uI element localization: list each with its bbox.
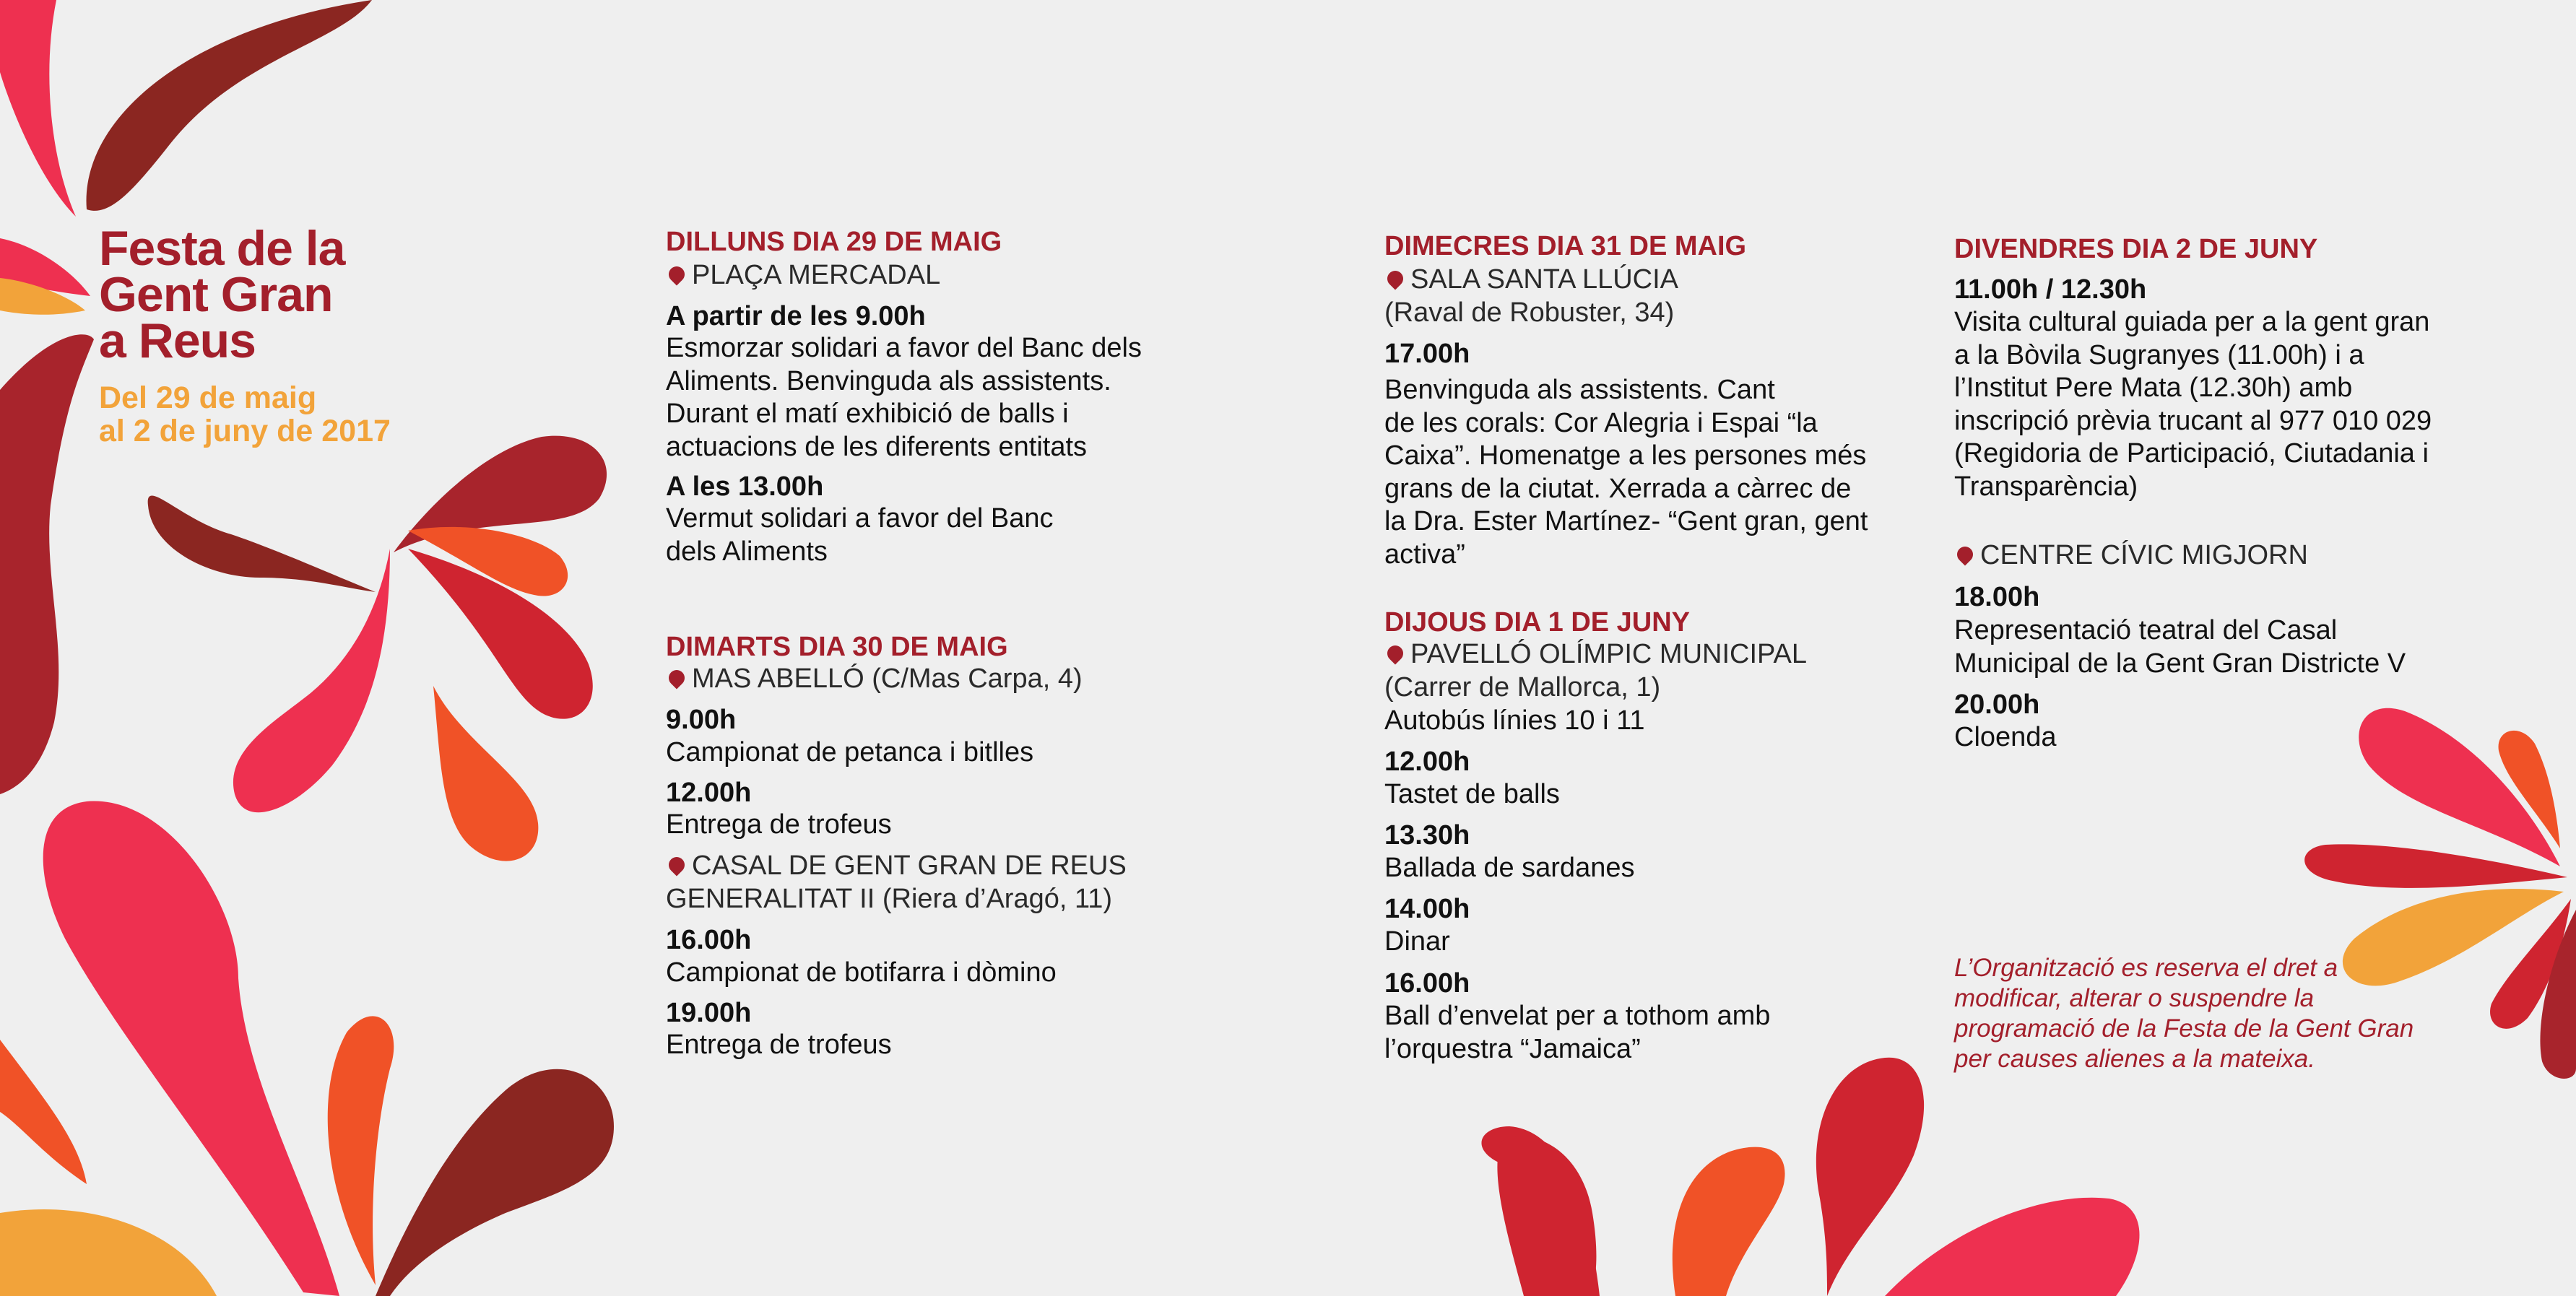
venue-tuesday-2 <box>666 849 1127 882</box>
location-pin-icon <box>1953 543 1976 565</box>
venue-wednesday <box>1384 263 1678 296</box>
event-time: A partir de les 9.00h <box>666 301 926 331</box>
event-time: 9.00h <box>666 705 737 735</box>
day-heading-friday: DIVENDRES DIA 2 DE JUNY <box>1954 234 2318 264</box>
venue-label: MAS ABELLÓ (C/Mas Carpa, 4) <box>692 664 1083 694</box>
petal <box>2304 844 2567 888</box>
petal <box>0 334 94 794</box>
event-description: Tastet de balls <box>1384 779 1560 809</box>
day-heading-tuesday: DIMARTS DIA 30 DE MAIG <box>666 632 1008 662</box>
event-time: 12.00h <box>1384 747 1470 777</box>
event-description: Cloenda <box>1954 722 2057 752</box>
petal <box>1673 1147 1785 1296</box>
bus-info: Autobús línies 10 i 11 <box>1384 705 1645 736</box>
event-time: 17.00h <box>1384 339 1470 369</box>
location-pin-icon <box>1384 267 1406 290</box>
event-title-line: Gent Gran <box>99 267 333 322</box>
petal <box>0 1040 87 1184</box>
event-time: 14.00h <box>1384 894 1470 924</box>
venue-label: PAVELLÓ OLÍMPIC MUNICIPAL <box>1410 639 1808 669</box>
event-description: Campionat de petanca i bitlles <box>666 737 1034 767</box>
event-time: 12.00h <box>666 778 752 808</box>
day-heading-thursday: DIJOUS DIA 1 DE JUNY <box>1384 607 1691 638</box>
day-heading-monday: DILLUNS DIA 29 DE MAIG <box>666 227 1002 257</box>
location-pin-icon <box>665 666 688 689</box>
event-description: Campionat de botifarra i dòmino <box>666 957 1057 988</box>
event-description: Representació teatral del Casal Municipal de la Gent Gran Districte V <box>1954 615 2406 679</box>
venue-tuesday-1 <box>666 662 1083 695</box>
event-description: Ball d’envelat per a tothom amb l’orquestra “Jamaica” <box>1384 1001 1771 1064</box>
day-heading-wednesday: DIMECRES DIA 31 DE MAIG <box>1384 231 1747 261</box>
petal <box>233 549 390 812</box>
event-description: Benvinguda als assistents. Cant de les corals: Cor Alegria i Espai “la Caixa”. Homenatge a les persones més grans de la ciutat. Xerrada a càrrec de la Dra. Ester Martínez- “Gent gran, gent activa” <box>1384 375 1868 570</box>
venue-monday <box>666 258 940 292</box>
event-time: A les 13.00h <box>666 471 824 502</box>
event-time: 11.00h / 12.30h <box>1954 274 2147 305</box>
event-time: 18.00h <box>1954 582 2040 612</box>
location-pin-icon <box>1384 642 1406 664</box>
event-title-block <box>99 221 391 448</box>
venue-label: CASAL DE GENT GRAN DE REUS <box>692 851 1127 881</box>
petal <box>86 0 372 211</box>
venue-friday <box>1954 539 2308 572</box>
location-pin-icon <box>665 853 688 876</box>
venue-label: SALA SANTA LLÚCIA <box>1410 264 1679 295</box>
venue-label: CENTRE CÍVIC MIGJORN <box>1980 540 2308 570</box>
event-time: 20.00h <box>1954 690 2040 720</box>
petal <box>0 0 76 217</box>
venue-address: GENERALITAT II (Riera d’Aragó, 11) <box>666 884 1113 914</box>
location-pin-icon <box>665 263 688 285</box>
event-description: Ballada de sardanes <box>1384 853 1635 883</box>
event-description: Dinar <box>1384 926 1450 957</box>
event-dates: al 2 de juny de 2017 <box>99 414 391 448</box>
petal <box>0 1209 217 1296</box>
event-description: Entrega de trofeus <box>666 1030 892 1060</box>
petal <box>1885 1198 2140 1296</box>
event-description: Visita cultural guiada per a la gent gran a la Bòvila Sugranyes (11.00h) i a l’Institut Pere Mata (12.30h) amb inscripció prèvia trucant al 977 010 029 (Regidoria de Participació, Ciutadania i Transparència) <box>1954 307 2432 502</box>
event-time: 16.00h <box>666 925 752 955</box>
petal <box>328 1016 394 1285</box>
venue-address: (Carrer de Mallorca, 1) <box>1384 672 1661 703</box>
event-description: Entrega de trofeus <box>666 809 892 840</box>
event-description: Vermut solidari a favor del Banc dels Aliments <box>666 503 1054 567</box>
petal <box>1497 1136 1596 1296</box>
event-description: Esmorzar solidari a favor del Banc dels Aliments. Benvinguda als assistents. Durant el matí exhibició de balls i actuacions de les diferents entitats <box>666 333 1142 462</box>
venue-label: PLAÇA MERCADAL <box>692 260 941 290</box>
venue-thursday <box>1384 638 1807 671</box>
venue-address: (Raval de Robuster, 34) <box>1384 297 1675 328</box>
event-time: 16.00h <box>1384 968 1470 999</box>
event-dates: Del 29 de maig <box>99 380 317 415</box>
petal <box>376 1069 614 1296</box>
event-time: 13.30h <box>1384 820 1470 851</box>
event-title-line: Festa de la <box>99 221 345 276</box>
event-time: 19.00h <box>666 998 752 1028</box>
petal <box>433 686 538 861</box>
petal <box>1816 1058 1924 1296</box>
organization-disclaimer: L’Organització es reserva el dret a modificar, alterar o suspendre la programació de la Festa de la Gent Gran per causes alienes a la mateixa. <box>1954 954 2414 1073</box>
event-title-line: a Reus <box>99 313 256 368</box>
